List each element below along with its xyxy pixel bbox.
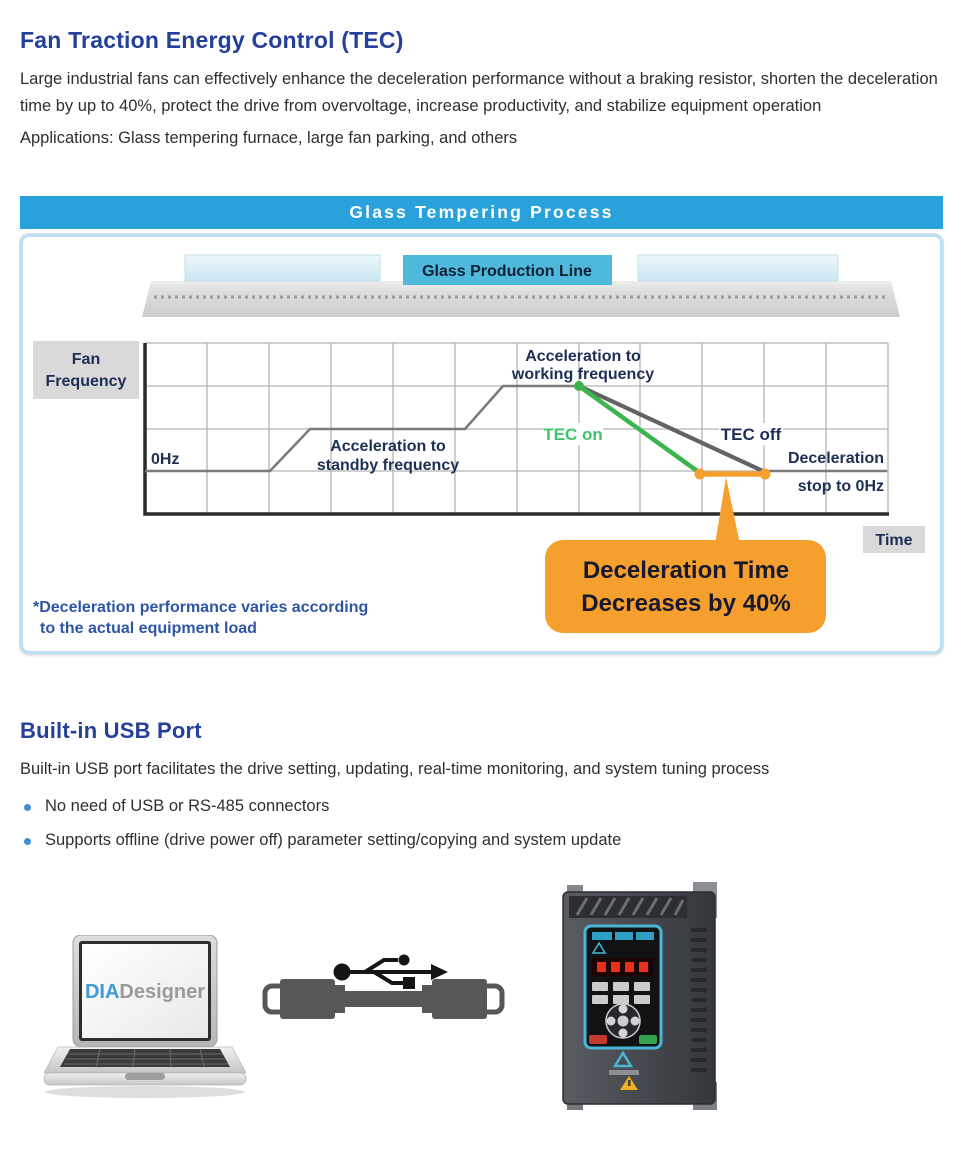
callout-line1: Deceleration Time	[582, 557, 790, 585]
vfd-keypad-top-strip	[592, 932, 654, 940]
laptop-illustration	[40, 935, 250, 1100]
vfd-model-text-bar	[609, 1070, 639, 1075]
tec-on-label: TEC on	[543, 425, 603, 445]
deceleration-callout-box	[545, 540, 826, 633]
conveyor-belt	[142, 281, 900, 317]
laptop-base-notch	[125, 1073, 165, 1080]
glass-tempering-diagram-panel	[20, 234, 943, 654]
laptop-shadow	[45, 1086, 245, 1098]
vfd-side-vents	[691, 928, 707, 1072]
x-axis-label: Time	[875, 532, 913, 550]
usb-section-title: Built-in USB Port	[20, 718, 202, 744]
tec-description: Large industrial fans can effectively enhance the deceleration performance without a braking resistor, shorten the deceleration time by up to 40%, protect the drive from overvoltage, increase productivity, and stabilize equipment operation	[20, 70, 938, 115]
bullet-icon	[24, 804, 31, 811]
deceleration-label-line1: Deceleration	[787, 450, 884, 468]
tec-section-title: Fan Traction Energy Control (TEC)	[20, 27, 404, 53]
usb-cable-icon	[262, 950, 505, 1035]
usb-description: Built-in USB port facilitates the drive setting, updating, real-time monitoring, and system tuning process	[20, 760, 770, 779]
diagram-title-bar	[20, 196, 943, 229]
tec-off-label: TEC off	[720, 425, 782, 445]
origin-label: 0Hz	[151, 451, 180, 469]
production-line-label: Glass Production Line	[422, 263, 592, 281]
accel-working-label-line1: Acceleration to	[525, 348, 641, 366]
bracket-right-dot	[760, 469, 771, 480]
accel-working-label-line2: working frequency	[511, 366, 655, 384]
usb-bullet-1-text: No need of USB or RS-485 connectors	[45, 796, 330, 815]
usb-connection-illustration	[20, 872, 943, 1124]
y-axis-label-line1: Fan	[71, 351, 101, 369]
usb-bullet-item	[20, 797, 943, 816]
glass-sheet-right	[638, 255, 838, 281]
usb-bullet-item	[20, 831, 943, 850]
diagram-title: Glass Tempering Process	[349, 202, 614, 223]
footnote-line2: to the actual equipment load	[40, 620, 257, 638]
accel-standby-label-line2: standby frequency	[316, 457, 460, 475]
tec-applications: Applications: Glass tempering furnace, large fan parking, and others	[20, 129, 518, 148]
usb-bullet-list	[20, 797, 943, 850]
bracket-left-dot	[695, 469, 706, 480]
y-axis-label-box	[33, 341, 139, 399]
usb-bullet-2-text: Supports offline (drive power off) parameter setting/copying and system update	[45, 830, 622, 849]
accel-standby-label-line1: Acceleration to	[330, 438, 446, 456]
vfd-drive-illustration	[545, 880, 760, 1115]
deceleration-label-line2: stop to 0Hz	[797, 478, 884, 496]
footnote-line1: *Deceleration performance varies according	[33, 599, 369, 617]
bullet-icon	[24, 838, 31, 845]
frequency-time-diagram	[23, 237, 940, 651]
usb-symbol-icon	[334, 954, 449, 989]
y-axis-label-line2: Frequency	[45, 373, 127, 391]
vfd-stop-button	[589, 1035, 607, 1044]
vfd-arrow-pad	[606, 1004, 640, 1038]
callout-tail	[715, 477, 740, 544]
dia-designer-logo: DIADesigner	[84, 980, 206, 1003]
vfd-run-button	[639, 1035, 657, 1044]
usb-cable-body	[265, 979, 502, 1019]
glass-sheet-left	[185, 255, 380, 281]
callout-line2: Decreases by 40%	[581, 590, 791, 618]
